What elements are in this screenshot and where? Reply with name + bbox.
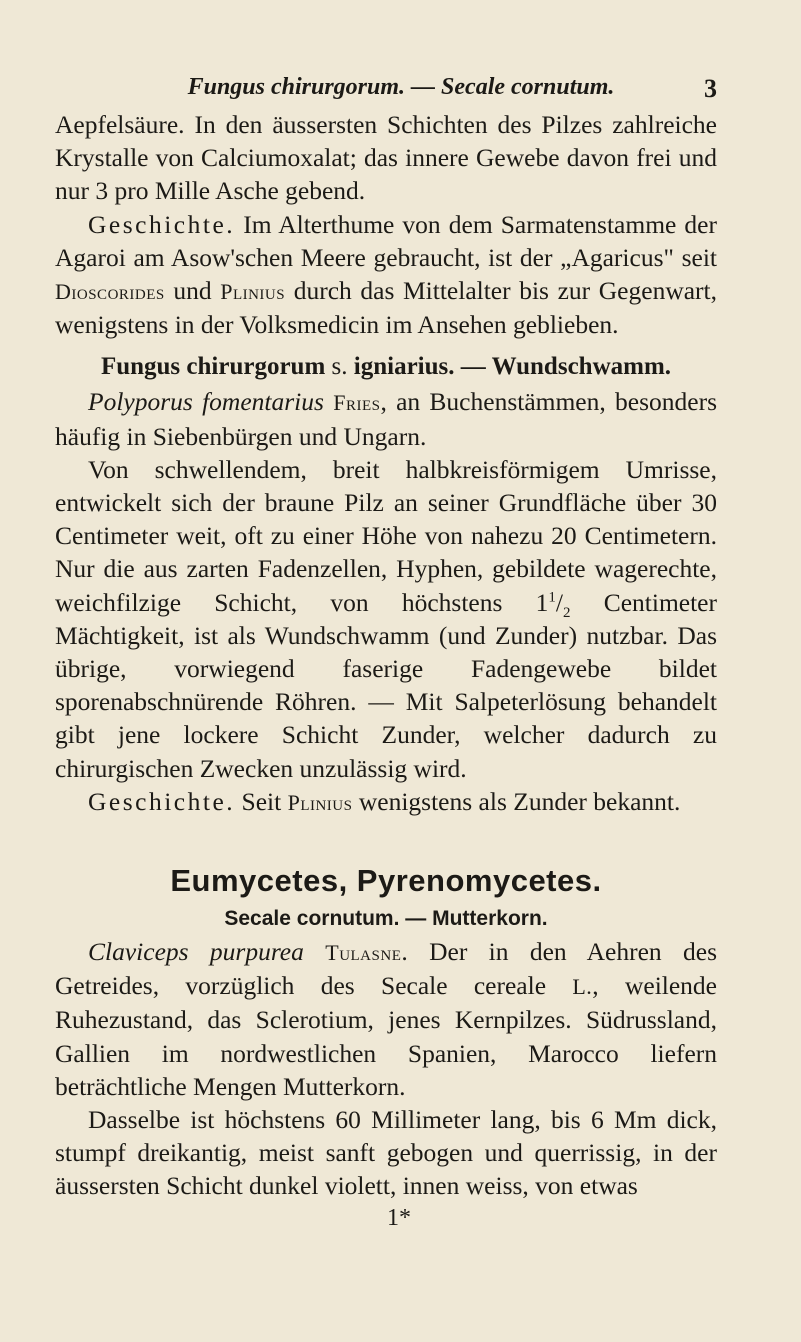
- paragraph-description-wundschwamm: [55, 453, 717, 785]
- entry-latin-name: Secale cornutum.: [224, 907, 400, 931]
- paragraph-geschichte-zunder: [55, 785, 717, 819]
- entry-heading-fungus: [55, 350, 717, 383]
- paragraph-text: Seit: [235, 786, 288, 816]
- entry-latin-name: igniarius.: [353, 353, 455, 381]
- fraction-separator: /: [555, 587, 563, 617]
- fraction-numerator: 1: [548, 589, 556, 606]
- paragraph-text: Aepfelsäure. In den äussersten Schichten des Pilzes zahlreiche Krystalle von Calciumoxalat; das innere Gewebe davon frei und nur 3 pro Mille Asche gebend.: [55, 110, 717, 206]
- paragraph-polyporus: [55, 385, 717, 452]
- paragraph-claviceps: [55, 935, 717, 1103]
- species-name: Claviceps purpurea: [88, 937, 304, 967]
- running-title: Fungus chirurgorum. — Secale cornutum.: [187, 74, 615, 100]
- page-number: 3: [704, 74, 717, 103]
- paragraph-text: und: [164, 276, 221, 306]
- species-name: Polyporus fomentarius: [88, 387, 324, 417]
- paragraph-text: Im Alterthume von dem Sarmatenstamme der Agaroi am Asow'schen Meere gebraucht, ist der „Agaricus" seit: [55, 209, 717, 272]
- paragraph-text: , weilende Ruhezustand, das Sclerotium, jenes Kernpilzes. Südrussland, Galliеn im nordwestlichen Spanien, Marocco liefern beträchtliche Mengen Mutterkorn.: [55, 971, 717, 1101]
- paragraph-text: wenigstens als Zunder bekannt.: [352, 786, 681, 816]
- author-name: Tulasne: [325, 940, 402, 966]
- section-title: Eumycetes, Pyrenomycetes.: [170, 863, 602, 899]
- entry-common-name: Wundschwamm.: [491, 353, 672, 381]
- paragraph-text: Von schwellendem, breit halbkreisförmigem Umrisse, entwickelt sich der braune Pilz an seiner Grundfläche über 30 Centimeter weit, oft zu einer Höhe von nahezu 20 Centimetern. Nur die aus zarten Fadenzellen, Hyphen, gebildete wagerechte, weichfilzige Schicht, von höchstens 1: [55, 454, 717, 617]
- entry-common-name: Mutterkorn.: [432, 907, 548, 931]
- history-label: Geschichte.: [88, 209, 236, 239]
- paragraph-text: , an Buchenstämmen, besonders häufig in Siebenbürgen und Ungarn.: [55, 387, 717, 451]
- entry-dash: —: [399, 907, 433, 931]
- author-name: Fries: [333, 390, 381, 416]
- running-head: [55, 74, 717, 108]
- paragraph-text: durch das Mittelalter bis zur Gegenwart, wenigstens in der Volksmedicin im Ansehen geblieben.: [55, 276, 717, 340]
- author-name: Dioscorides: [55, 279, 165, 305]
- paragraph-geschichte-agaricus: [55, 208, 717, 342]
- history-label: Geschichte.: [88, 786, 236, 816]
- entry-heading-secale: [55, 907, 717, 931]
- entry-dash: —: [454, 353, 492, 381]
- author-name: L.: [572, 974, 593, 1000]
- fraction-denominator: 2: [562, 604, 571, 621]
- entry-latin-name: Fungus chirurgorum: [100, 353, 326, 381]
- entry-separator: s.: [325, 353, 354, 381]
- paragraph-text: Dasselbe ist höchstens 60 Millimeter lang, bis 6 Mm dick, stumpf dreikantig, meist sanft gebogen und querrissig, in der äussersten Schicht dunkel violett, innen weiss, von etwas: [55, 1105, 717, 1201]
- paragraph-text: . Der in den Aehren des Getreides, vorzüglich des Secale cereale: [55, 937, 718, 1001]
- paragraph-aepfelsaeure: [55, 108, 717, 208]
- author-name: Plinius: [287, 789, 353, 815]
- signature-mark: 1*: [387, 1204, 411, 1231]
- author-name: Plinius: [220, 279, 286, 305]
- paragraph-description-mutterkorn: [55, 1103, 717, 1203]
- paragraph-text: Centimeter Mächtigkeit, ist als Wundschwamm (und Zunder) nutzbar. Das übrige, vorwiegend faserige Fadengewebe bildet sporenabschnürende Röhren. — Mit Salpeterlösung behandelt gibt jene lockere Schicht Zunder, welcher dadurch zu chirurgischen Zwecken unzulässig wird.: [55, 587, 717, 783]
